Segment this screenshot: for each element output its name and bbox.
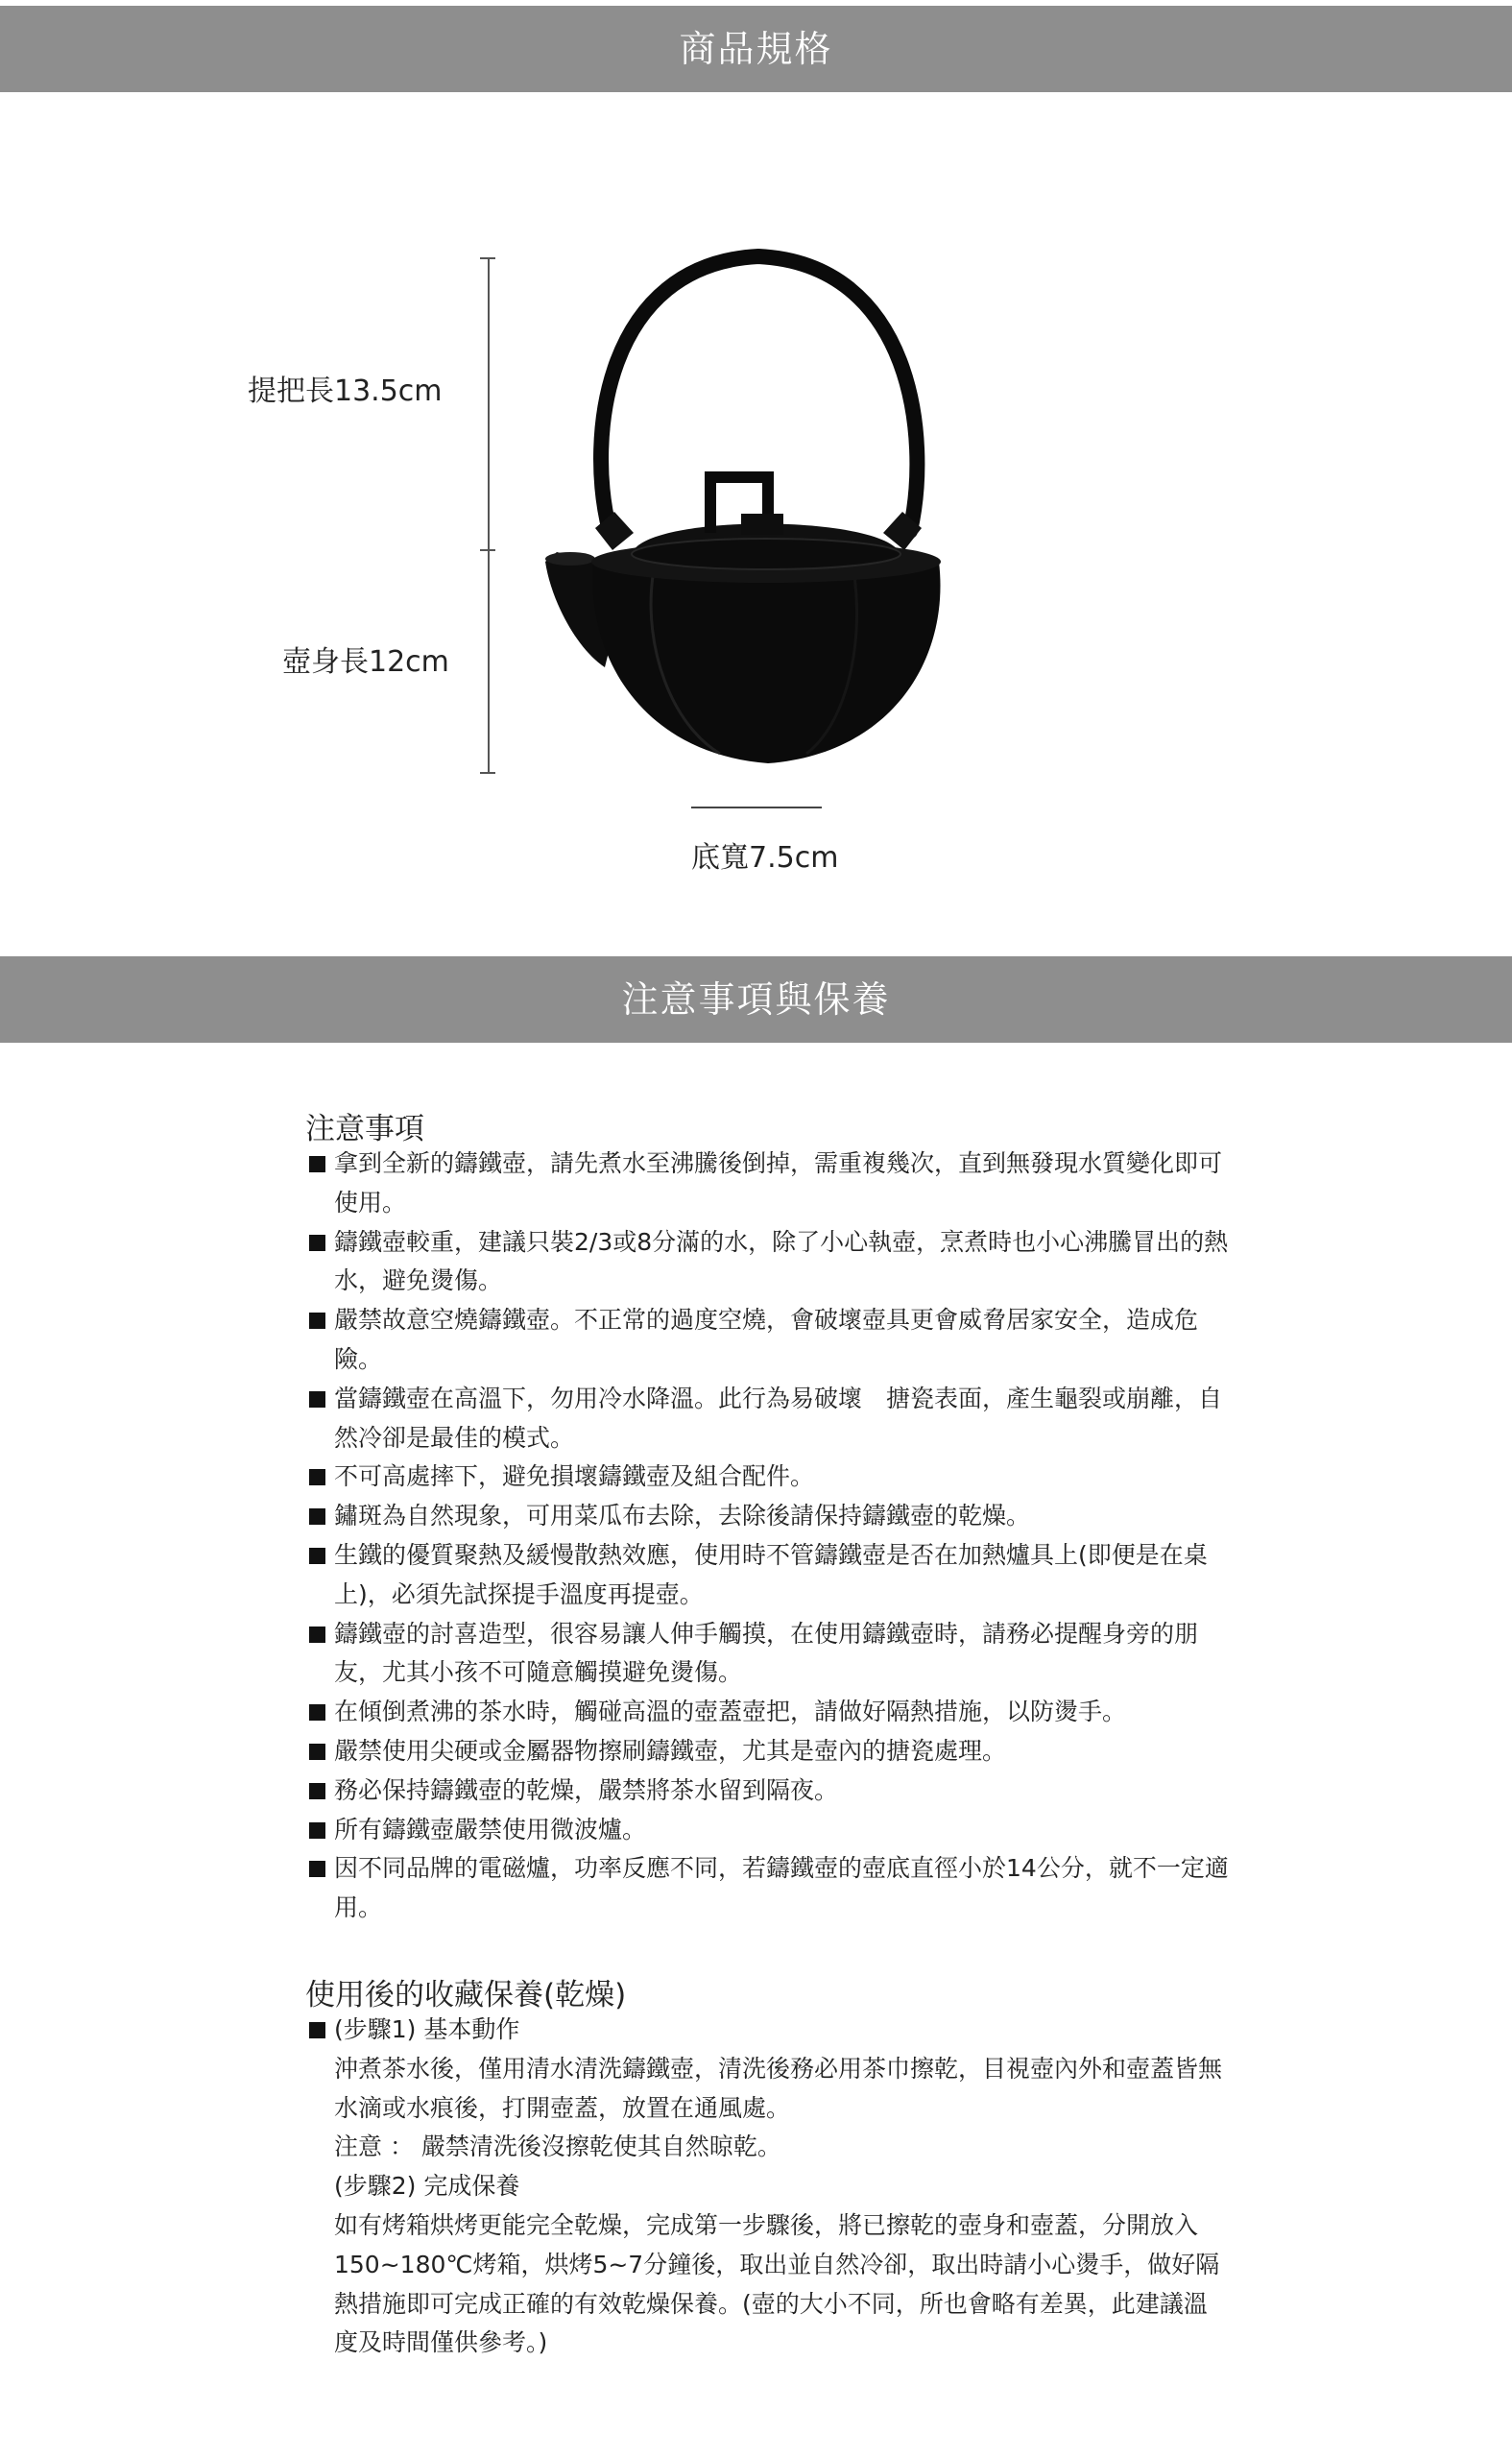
spec-banner-title: 商品規格	[679, 28, 833, 70]
list-item: 不可高處摔下，避免損壞鑄鐵壺及組合配件。	[307, 1458, 1229, 1497]
step1-text: 沖煮茶水後，僅用清水清洗鑄鐵壺，清洗後務必用茶巾擦乾，目視壺內外和壺蓋皆無水滴或水痕後，打開壺蓋，放置在通風處。	[334, 2054, 1223, 2122]
body-length-label: 壺身長12cm	[282, 645, 449, 679]
square-bullet-icon	[309, 1508, 325, 1525]
step1-note: 注意 ： 嚴禁清洗後沒擦乾使其自然晾乾。	[334, 2133, 781, 2161]
list-item: 鏽斑為自然現象，可用菜瓜布去除，去除後請保持鑄鐵壺的乾燥。	[307, 1497, 1229, 1536]
dimension-tick-bottom	[480, 772, 495, 774]
square-bullet-icon	[309, 1313, 325, 1329]
precautions-heading: 注意事項	[305, 1112, 424, 1146]
list-item: 鑄鐵壺的討喜造型，很容易讓人伸手觸摸，在使用鑄鐵壺時，請務必提醒身旁的朋友，尤其小孩不可隨意觸摸避免燙傷。	[307, 1615, 1229, 1694]
list-item: 在傾倒煮沸的茶水時，觸碰高溫的壺蓋壺把，請做好隔熱措施，以防燙手。	[307, 1693, 1229, 1732]
square-bullet-icon	[309, 1235, 325, 1251]
list-item: 因不同品牌的電磁爐，功率反應不同，若鑄鐵壺的壺底直徑小於14公分，就不一定適用。	[307, 1849, 1229, 1928]
list-item: 拿到全新的鑄鐵壺，請先煮水至沸騰後倒掉，需重複幾次，直到無發現水質變化即可使用。	[307, 1145, 1229, 1223]
list-item: 鑄鐵壺較重，建議只裝2/3或8分滿的水，除了小心執壺，烹煮時也小心沸騰冒出的熱水，避免燙傷。	[307, 1223, 1229, 1302]
kettle-body	[592, 562, 940, 763]
kettle-handle	[601, 256, 917, 531]
list-item: 當鑄鐵壺在高溫下，勿用冷水降溫。此行為易破壞 搪瓷表面，產生龜裂或崩離，自然冷卻是最佳的模式。	[307, 1380, 1229, 1458]
spec-banner	[0, 6, 1512, 92]
precautions-list	[307, 1145, 1229, 1928]
handle-length-label: 提把長13.5cm	[248, 374, 443, 408]
square-bullet-icon	[309, 1783, 325, 1799]
square-bullet-icon	[309, 1548, 325, 1564]
list-item: 生鐵的優質聚熱及緩慢散熱效應，使用時不管鑄鐵壺是否在加熱爐具上(即便是在桌上)，必須先試探提手溫度再提壺。	[307, 1536, 1229, 1615]
step2-title: (步驟2) 完成保養	[334, 2172, 520, 2201]
square-bullet-icon	[309, 1156, 325, 1172]
square-bullet-icon	[309, 1861, 325, 1877]
square-bullet-icon	[309, 1704, 325, 1721]
base-width-line	[691, 807, 822, 808]
dimension-tick-middle	[480, 549, 495, 551]
square-bullet-icon	[309, 1469, 325, 1485]
dimension-tick-top	[480, 257, 495, 259]
square-bullet-icon	[309, 1391, 325, 1408]
square-bullet-icon	[309, 1744, 325, 1760]
square-bullet-icon	[309, 1822, 325, 1839]
storage-heading: 使用後的收藏保養(乾燥)	[305, 1978, 627, 2012]
step1-title: (步驟1) 基本動作	[307, 2011, 1229, 2050]
storage-steps	[307, 2011, 1229, 2363]
care-banner	[0, 956, 1512, 1043]
list-item: 所有鑄鐵壺嚴禁使用微波爐。	[307, 1811, 1229, 1850]
care-banner-title: 注意事項與保養	[621, 978, 891, 1021]
base-width-label: 底寬7.5cm	[691, 841, 839, 875]
cast-iron-kettle-image	[538, 245, 979, 783]
square-bullet-icon	[309, 2022, 325, 2038]
list-item: 嚴禁使用尖硬或金屬器物擦刷鑄鐵壺，尤其是壺內的搪瓷處理。	[307, 1732, 1229, 1771]
step2-text: 如有烤箱烘烤更能完全乾燥，完成第一步驟後，將已擦乾的壺身和壺蓋，分開放入150~180℃烤箱，烘烤5~7分鐘後，取出並自然冷卻，取出時請小心燙手，做好隔熱措施即可完成正確的有效乾燥保養。(壺的大小不同，所也會略有差異，此建議溫度及時間僅供參考。)	[334, 2210, 1220, 2357]
list-item: 嚴禁故意空燒鑄鐵壺。不正常的過度空燒，會破壞壺具更會威脅居家安全，造成危險。	[307, 1301, 1229, 1380]
list-item: 務必保持鑄鐵壺的乾燥，嚴禁將茶水留到隔夜。	[307, 1771, 1229, 1811]
dimension-line-vertical	[488, 257, 490, 774]
square-bullet-icon	[309, 1627, 325, 1643]
